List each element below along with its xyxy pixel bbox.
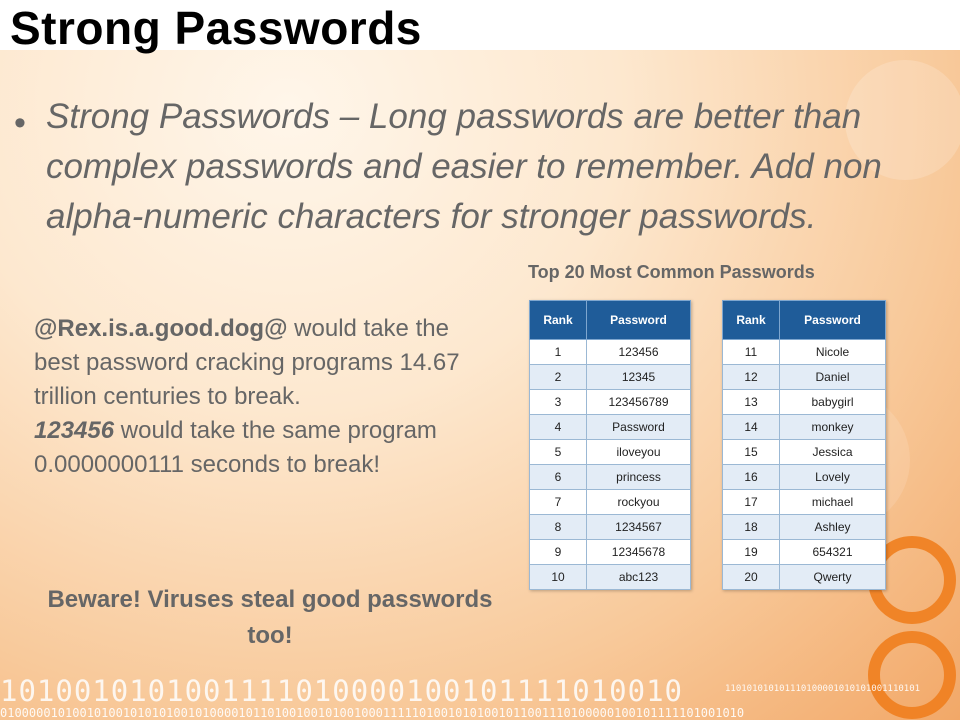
password-cell: princess — [587, 465, 691, 490]
binary-decoration-small: 110101010101110100001010101001110101 — [725, 684, 921, 694]
rank-cell: 19 — [723, 540, 780, 565]
rank-cell: 18 — [723, 515, 780, 540]
table-row — [723, 415, 886, 440]
rank-cell: 4 — [530, 415, 587, 440]
binary-decoration-bottom: 0100000101001010010101010010100001011010010010100100011111010010101001011001110100000100101111101001010 — [0, 706, 745, 720]
weak-password: 123456 — [34, 417, 115, 444]
password-cell: Lovely — [780, 465, 886, 490]
table-title: Top 20 Most Common Passwords — [528, 262, 815, 282]
rank-cell: 10 — [530, 565, 587, 590]
rank-cell: 5 — [530, 440, 587, 465]
password-cell: rockyou — [587, 490, 691, 515]
info-paragraph — [34, 312, 494, 482]
table-row — [723, 515, 886, 540]
password-cell: Ashley — [780, 515, 886, 540]
example-text: would take the best password cracking programs 14.67 trillion centuries to break. — [34, 315, 460, 410]
table-row — [723, 390, 886, 415]
warning-text: Beware! Viruses steal good passwords too! — [47, 586, 493, 649]
rank-cell: 12 — [723, 365, 780, 390]
password-cell: michael — [780, 490, 886, 515]
password-cell: Nicole — [780, 340, 886, 365]
table-row — [723, 565, 886, 590]
rank-cell: 2 — [530, 365, 587, 390]
table-header-rank: Rank — [723, 301, 780, 340]
password-table-1 — [529, 300, 691, 590]
table-header-password: Password — [780, 301, 886, 340]
table-row — [530, 465, 691, 490]
rank-cell: 6 — [530, 465, 587, 490]
table-row — [530, 365, 691, 390]
table-row — [723, 365, 886, 390]
table-row — [530, 440, 691, 465]
table-row — [723, 340, 886, 365]
rank-cell: 16 — [723, 465, 780, 490]
table-row — [530, 515, 691, 540]
rank-cell: 13 — [723, 390, 780, 415]
rank-cell: 3 — [530, 390, 587, 415]
password-cell: 12345 — [587, 365, 691, 390]
table-row — [530, 565, 691, 590]
table-row — [530, 490, 691, 515]
table-row — [530, 415, 691, 440]
password-cell: Password — [587, 415, 691, 440]
table-row — [723, 540, 886, 565]
table-row — [530, 540, 691, 565]
rank-cell: 20 — [723, 565, 780, 590]
password-cell: abc123 — [587, 565, 691, 590]
table-row — [530, 390, 691, 415]
password-cell: Daniel — [780, 365, 886, 390]
rank-cell: 15 — [723, 440, 780, 465]
password-cell: Qwerty — [780, 565, 886, 590]
password-cell: Jessica — [780, 440, 886, 465]
table-row — [723, 465, 886, 490]
rank-cell: 14 — [723, 415, 780, 440]
table-row — [723, 440, 886, 465]
table-row — [530, 340, 691, 365]
password-table-2 — [722, 300, 886, 590]
rank-cell: 17 — [723, 490, 780, 515]
table-row — [723, 490, 886, 515]
rank-cell: 11 — [723, 340, 780, 365]
bullet-text: Strong Passwords – Long passwords are better than complex passwords and easier to remember. Add non alpha-numeric characters for stronger passwords. — [46, 97, 882, 236]
password-cell: 123456 — [587, 340, 691, 365]
password-cell: babygirl — [780, 390, 886, 415]
rank-cell: 7 — [530, 490, 587, 515]
binary-decoration-large: 1010010101001111010000100101111010010 — [0, 674, 684, 708]
weak-text: would take the same program 0.0000000111 seconds to break! — [34, 417, 437, 478]
password-cell: 12345678 — [587, 540, 691, 565]
bullet-dot-icon: • — [14, 104, 26, 142]
table-header-password: Password — [587, 301, 691, 340]
example-password: @Rex.is.a.good.dog@ — [34, 315, 288, 342]
rank-cell: 8 — [530, 515, 587, 540]
password-cell: 1234567 — [587, 515, 691, 540]
password-cell: iloveyou — [587, 440, 691, 465]
password-cell: monkey — [780, 415, 886, 440]
password-cell: 123456789 — [587, 390, 691, 415]
password-cell: 654321 — [780, 540, 886, 565]
table-header-rank: Rank — [530, 301, 587, 340]
rank-cell: 9 — [530, 540, 587, 565]
rank-cell: 1 — [530, 340, 587, 365]
slide-title: Strong Passwords — [10, 2, 422, 54]
